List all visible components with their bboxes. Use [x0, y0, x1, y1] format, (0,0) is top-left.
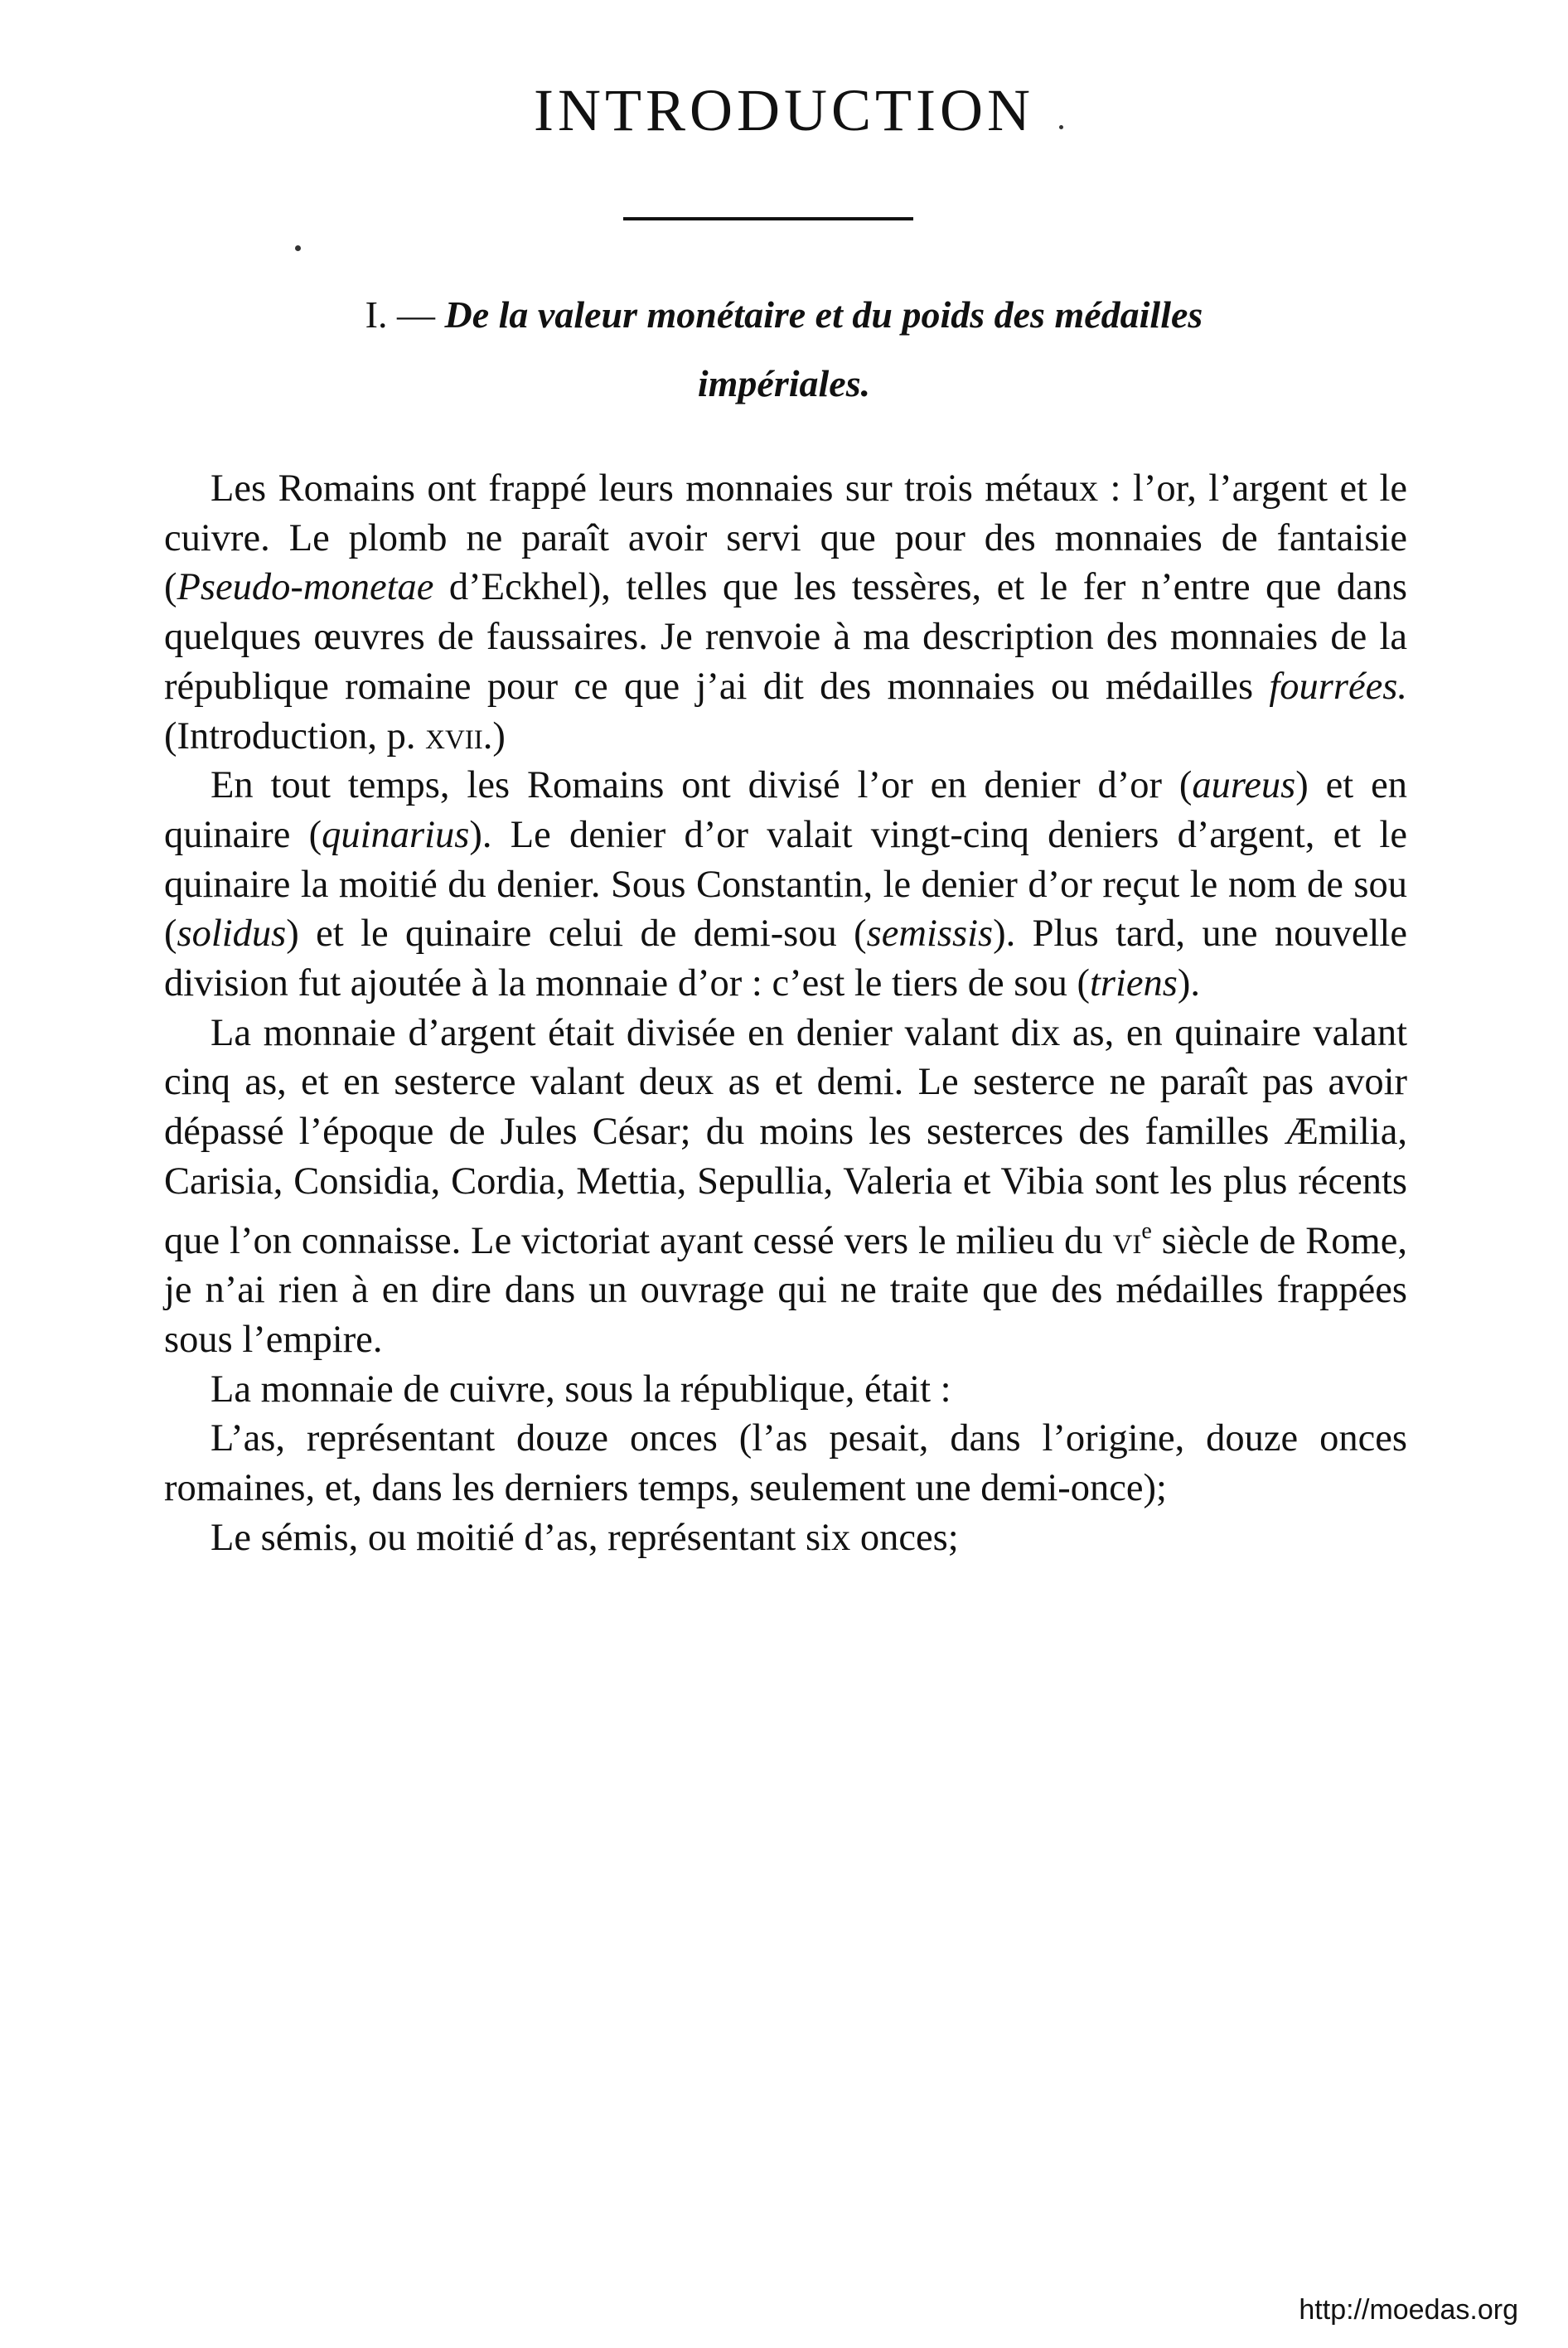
section-title-line2: impériales.: [697, 362, 871, 404]
text-run: (Introduction, p.: [164, 714, 426, 758]
section-number: I. —: [365, 293, 435, 336]
superscript: e: [1141, 1218, 1152, 1244]
text-run: ). Plus tard, une nouvelle division fut ajoutée à la monnaie d’or : c’est le tiers de sou (: [164, 913, 1407, 1005]
paragraph-6: Le sémis, ou moitié d’as, représentant six onces;: [211, 1516, 959, 1559]
text-run: ) et le quinaire celui de demi-sou (: [286, 913, 867, 956]
text-run: Les Romains ont frappé leurs monnaies sur trois métaux : l’or, l’argent et le cuivre. Le plomb ne paraît avoir servi que pour des monnaies de fantaisie (: [164, 467, 1407, 609]
italic-term: quinarius: [322, 813, 470, 856]
text-run: La monnaie d’argent était divisée en denier valant dix as, en quinaire valant cinq as, et en sesterce valant deux as et demi. Le sesterce ne paraît pas avoir dépassé l’époque de Jules César; du moins les sesterces des familles Æmilia, Carisia, Considia, Cordia, Mettia, Sepullia, Valeria et Vibia sont les plus récents que l’on connaisse. Le victoriat ayant cessé vers le milieu du: [164, 1011, 1407, 1262]
section-heading-line2: [166, 361, 1402, 405]
italic-term: fourrées.: [1269, 665, 1407, 708]
roman-numeral: vi: [1112, 1219, 1142, 1262]
text-run: En tout temps, les Romains ont divisé l’or en denier d’or (: [211, 764, 1193, 807]
paragraph-1: [164, 464, 1407, 761]
source-url: http://moedas.org: [1299, 2294, 1518, 2326]
text-run: siècle de Rome, je n’ai rien à en dire dans un ouvrage qui ne traite que des médailles frappées sous l’empire.: [164, 1219, 1407, 1361]
page-title: INTRODUCTION: [534, 77, 1034, 143]
section-heading-line1: [166, 293, 1402, 336]
paragraph-3: [164, 1009, 1407, 1365]
body-text: [164, 464, 1407, 1562]
italic-term: triens: [1089, 962, 1178, 1005]
italic-term: semissis: [866, 913, 994, 956]
text-run: ). Le denier d’or valait vingt-cinq deniers d’argent, et le quinaire la moitié du denier. Sous Constantin, le denier d’or reçut le nom de sou (: [164, 813, 1407, 956]
paragraph-4: La monnaie de cuivre, sous la république, était :: [211, 1368, 951, 1411]
italic-term: aureus: [1192, 764, 1296, 807]
italic-term: Pseudo-monetae: [177, 566, 434, 609]
paragraph-5: L’as, représentant douze onces (l’as pesait, dans l’origine, douze onces romaines, et, dans les derniers temps, seulement une demi-once);: [164, 1417, 1407, 1510]
scan-speck: [295, 245, 301, 251]
text-run: d’Eckhel), telles que les tessères, et le fer n’entre que dans quelques œuvres de faussaires. Je renvoie à ma description des monnaies de la république romaine pour ce que j’ai dit des monnaies ou médailles: [164, 566, 1407, 708]
paragraph-2: [164, 761, 1407, 1009]
scan-speck: [1059, 125, 1063, 129]
title-rule: [623, 217, 913, 220]
roman-numeral: xvii: [425, 714, 483, 758]
text-run: ).: [1177, 962, 1201, 1005]
section-title-line1: De la valeur monétaire et du poids des médailles: [444, 293, 1203, 336]
italic-term: solidus: [177, 913, 287, 956]
text-run: .): [482, 714, 506, 758]
text-run: ) et en quinaire (: [164, 764, 1407, 856]
